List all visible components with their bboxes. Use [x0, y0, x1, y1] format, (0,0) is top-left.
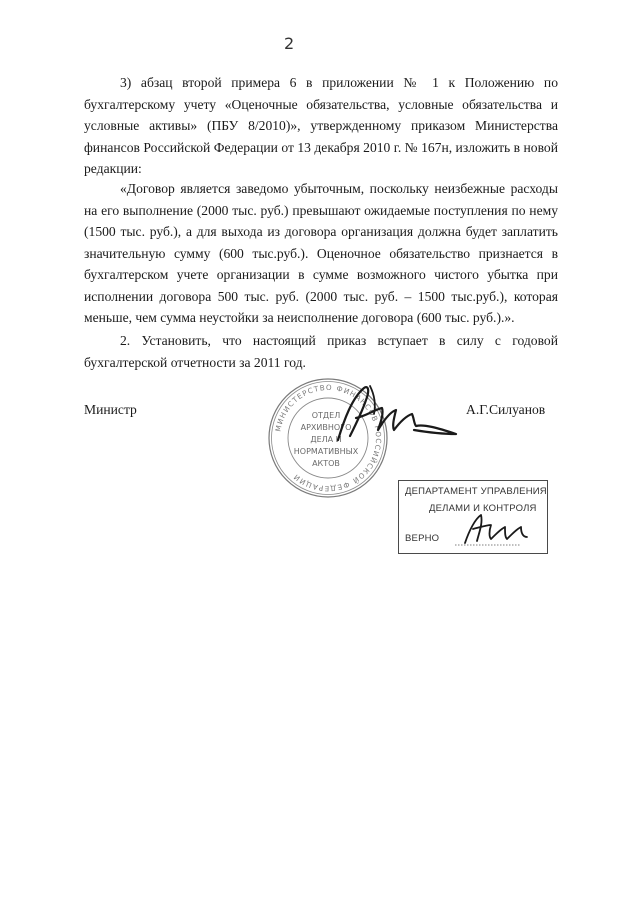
seal-line-1: ОТДЕЛ: [311, 411, 341, 420]
paragraph-new-wording: [84, 178, 558, 329]
stamp-signature: [451, 511, 543, 551]
stamp-department: ДЕПАРТАМЕНТ УПРАВЛЕНИЯ: [405, 486, 547, 497]
seal-ring-text: МИНИСТЕРСТВО ФИНАНСОВ РОССИЙСКОЙ ФЕДЕРАЦИИ: [273, 382, 384, 494]
seal-line-5: АКТОВ: [312, 459, 340, 468]
paragraph-1-text: 3) абзац второй примера 6 в приложении № 1 к Положению по бухгалтерскому учету «Оценочные обязательства, условные обязательства и условные активы» (ПБУ 8/2010)», утвержденному приказом Министерства финансов Российской Федерации от 13 декабря 2010 г. № 167н, изложить в новой редакции:: [84, 75, 558, 176]
seal-line-3: ДЕЛА И: [310, 435, 342, 444]
minister-label: Министр: [84, 402, 137, 417]
stamp-verno: ВЕРНО: [405, 533, 440, 544]
paragraph-2-text: «Договор является заведомо убыточным, поскольку неизбежные расходы на его выполнение (2000 тыс. руб.) превышают ожидаемые поступления по нему (1500 тыс. руб.), а для выхода из договора организация должна будет заплатить значительную сумму (600 тыс.руб.). Оценочное обязательство признается в бухгалтерском учете организации в сумме возможного чистого убытка при исполнении договора 500 тыс. руб. (2000 тыс. руб. – 1500 тыс.руб.), которая меньше, чем сумма неустойки за неисполнение договора (600 тыс. руб.).».: [84, 181, 558, 325]
paragraph-amendment: [84, 72, 558, 180]
stamp-division: ДЕЛАМИ И КОНТРОЛЯ: [429, 503, 537, 514]
seal-line-2: АРХИВНОГО: [300, 423, 352, 432]
page-number: 2: [284, 34, 295, 53]
paragraph-effective-date: [84, 330, 558, 373]
minister-signature: [330, 380, 460, 450]
seal-line-4: НОРМАТИВНЫХ: [293, 447, 359, 456]
paragraph-3-text: 2. Установить, что настоящий приказ вступает в силу с годовой бухгалтерской отчетности за 2011 год.: [84, 333, 558, 370]
certification-stamp: [398, 480, 548, 554]
minister-name: А.Г.Силуанов: [466, 402, 546, 417]
